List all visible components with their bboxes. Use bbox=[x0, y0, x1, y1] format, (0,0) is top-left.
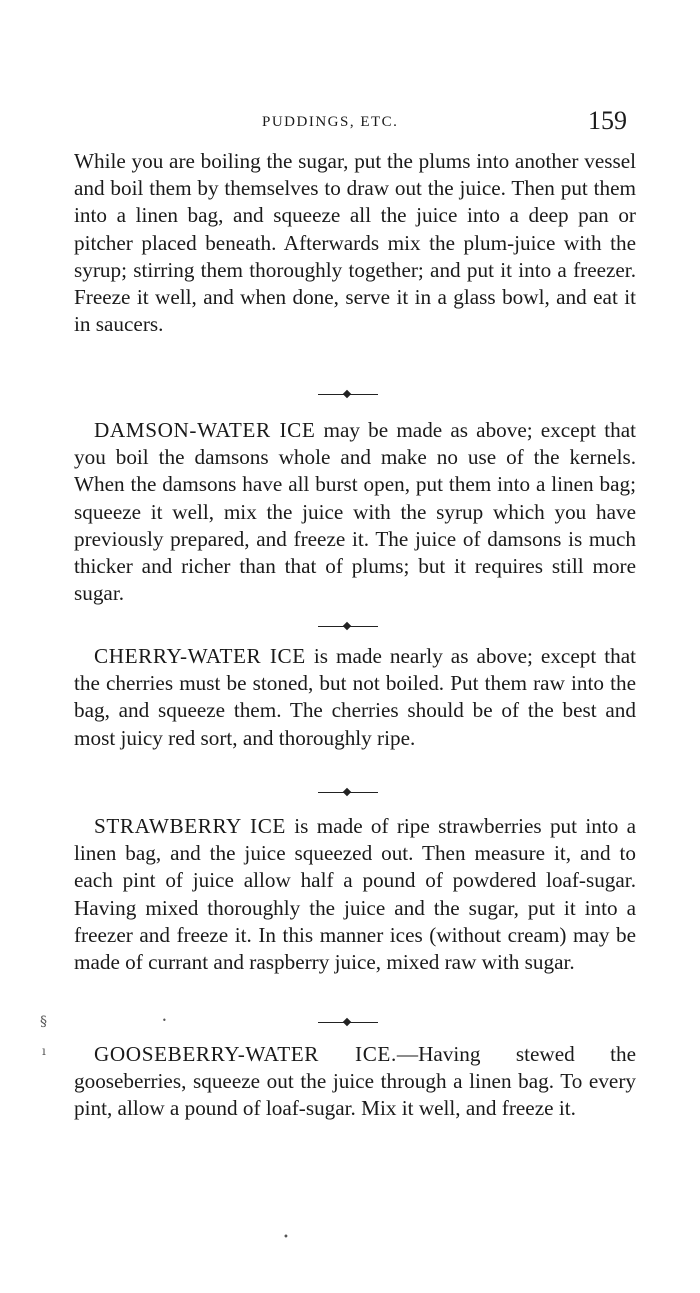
recipe-heading: CHERRY-WATER ICE bbox=[94, 644, 306, 668]
ink-speck: • bbox=[283, 1232, 289, 1243]
section-divider bbox=[318, 390, 378, 398]
paragraph-cherry-water-ice bbox=[74, 643, 636, 752]
section-divider bbox=[318, 622, 378, 630]
divider-diamond-icon bbox=[343, 390, 351, 398]
running-head bbox=[0, 106, 700, 144]
paragraph-gooseberry-water-ice bbox=[74, 1041, 636, 1123]
divider-diamond-icon bbox=[343, 1018, 351, 1026]
paragraph-text: may be made as above; except that you boil the damsons whole and make no use of the kernels. When the damsons have all burst open, put them into a linen bag; squeeze it well, mix the juice with the syrup which you have previously prepared, and freeze it. The juice of damsons is much thicker and richer than that of plums; but it requires still more sugar. bbox=[74, 418, 636, 606]
paragraph-body bbox=[74, 1041, 636, 1123]
section-divider bbox=[318, 1018, 378, 1026]
paragraph-text: While you are boiling the sugar, put the plums into another vessel and boil them by themselves to draw out the juice. Then put them into a linen bag, and squeeze all the juice into a deep pan or pitcher placed beneath. Afterwards mix the plum-juice with the syrup; stirring them thoroughly together; and put it into a freezer. Freeze it well, and when done, serve it in a glass bowl, and eat it in saucers. bbox=[74, 149, 636, 337]
paragraph-strawberry-ice bbox=[74, 813, 636, 976]
page-number: 159 bbox=[588, 106, 627, 135]
section-divider bbox=[318, 788, 378, 796]
divider-diamond-icon bbox=[343, 788, 351, 796]
recipe-heading: GOOSEBERRY-WATER ICE. bbox=[94, 1042, 397, 1066]
paragraph-text: is made of ripe strawberries put into a linen bag, and the juice squeezed out. Then measure it, and to each pint of juice allow half a pound of powdered loaf-sugar. Having mixed thoroughly the juice and the sugar, put it into a freezer and freeze it. In this manner ices (without cream) may be made of currant and raspberry juice, mixed raw with sugar. bbox=[74, 814, 636, 975]
recipe-heading: DAMSON-WATER ICE bbox=[94, 418, 316, 442]
paragraph-body bbox=[74, 813, 636, 976]
paragraph-text: is made nearly as above; except that the cherries must be stoned, but not boiled. Put them raw into the bag, and squeeze them. The cherries should be of the best and most juicy red sort, and thoroughly ripe. bbox=[74, 644, 636, 750]
paragraph-damson-water-ice bbox=[74, 417, 636, 607]
recipe-heading: STRAWBERRY ICE bbox=[94, 814, 286, 838]
divider-diamond-icon bbox=[343, 622, 351, 630]
paragraph-text: —Having stewed the gooseberries, squeeze out the juice through a linen bag. To every pint, allow a pound of loaf-sugar. Mix it well, and freeze it. bbox=[74, 1042, 636, 1121]
paragraph-body bbox=[74, 417, 636, 607]
margin-speck-mark: § bbox=[40, 1014, 47, 1030]
paragraph-plum-ice-continued bbox=[74, 148, 636, 338]
paragraph-body bbox=[74, 643, 636, 752]
ink-speck: • bbox=[162, 1016, 167, 1025]
running-title: PUDDINGS, ETC. bbox=[262, 114, 399, 130]
margin-speck-mark: ı bbox=[42, 1044, 46, 1058]
